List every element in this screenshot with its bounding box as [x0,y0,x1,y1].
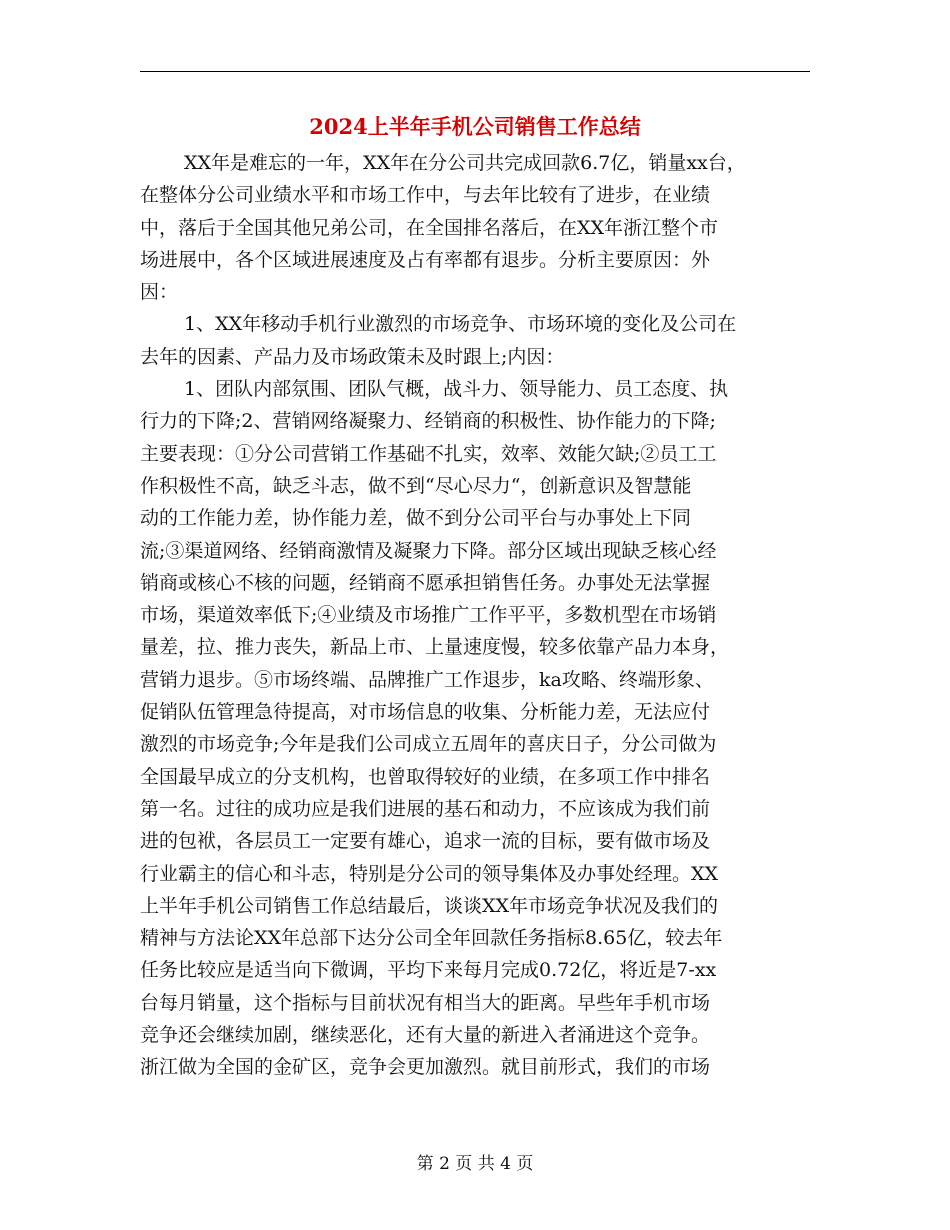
body-line: 竞争还会继续加剧，继续恶化，还有大量的新进入者涌进这个竞争。 [140,1024,711,1047]
body-line: 动的工作能力差，协作能力差，做不到分公司平台与办事处上下同 [140,507,692,530]
body-line: 进的包袱，各层员工一定要有雄心，追求一流的目标，要有做市场及 [140,830,711,853]
body-line: 主要表现：①分公司营销工作基础不扎实，效率、效能欠缺;②员工工 [140,442,717,465]
body-line: 中，落后于全国其他兄弟公司，在全国排名落后，在XX年浙江整个市 [140,216,719,239]
body-line: 第一名。过往的成功应是我们进展的基石和动力，不应该成为我们前 [140,797,711,820]
body-line: 浙江做为全国的金矿区，竞争会更加激烈。就目前形式，我们的市场 [140,1056,711,1079]
body-line: 1、XX年移动手机行业激烈的市场竞争、市场环境的变化及公司在 [184,313,737,336]
body-line: 场进展中，各个区域进展速度及占有率都有退步。分析主要原因：外 [140,248,711,271]
body-line: XX年是难忘的一年，XX年在分公司共完成回款6.7亿，销量xx台， [184,152,746,174]
header-rule [140,71,810,72]
body-line: 销商或核心不核的问题，经销商不愿承担销售任务。办事处无法掌握 [140,571,711,594]
body-line: 行力的下降;2、营销网络凝聚力、经销商的积极性、协作能力的下降; [140,410,716,433]
body-line: 去年的因素、产品力及市场政策未及时跟上;内因： [140,345,565,368]
body-line: 营销力退步。⑤市场终端、品牌推广工作退步，ka攻略、终端形象、 [140,668,714,691]
body-line: 作积极性不高，缺乏斗志，做不到“尽心尽力“，创新意识及智慧能 [140,474,692,497]
body-line: 市场，渠道效率低下;④业绩及市场推广工作平平，多数机型在市场销 [140,604,717,627]
body-line: 行业霸主的信心和斗志，特别是分公司的领导集体及办事处经理。XX [140,862,719,885]
document-title: 2024上半年手机公司销售工作总结 [309,114,641,139]
body-line: 任务比较应是适当向下微调，平均下来每月完成0.72亿，将近是7-xx [140,959,717,982]
page-footer: 第 2 页 共 4 页 [416,1154,534,1174]
body-line: 全国最早成立的分支机构，也曾取得较好的业绩，在多项工作中排名 [140,765,711,788]
body-line: 促销队伍管理急待提高，对市场信息的收集、分析能力差，无法应付 [140,701,711,724]
document-body [140,147,810,1084]
body-line: 流;③渠道网络、经销商激情及凝聚力下降。部分区域出现缺乏核心经 [140,539,717,562]
body-line: 台每月销量，这个指标与目前状况有相当大的距离。早些年手机市场 [140,991,711,1014]
body-line: 因： [140,281,179,304]
body-line: 精神与方法论XX年总部下达分公司全年回款任务指标8.65亿，较去年 [140,927,723,950]
body-line: 量差，拉、推力丧失，新品上市、上量速度慢，较多依靠产品力本身， [140,636,730,659]
body-line: 激烈的市场竞争;今年是我们公司成立五周年的喜庆日子，分公司做为 [140,733,717,756]
body-line: 在整体分公司业绩水平和市场工作中，与去年比较有了进步，在业绩 [140,184,711,207]
body-line: 上半年手机公司销售工作总结最后，谈谈XX年市场竞争状况及我们的 [140,894,719,917]
body-line: 1、团队内部氛围、团队气概，战斗力、领导能力、员工态度、执 [184,378,729,401]
